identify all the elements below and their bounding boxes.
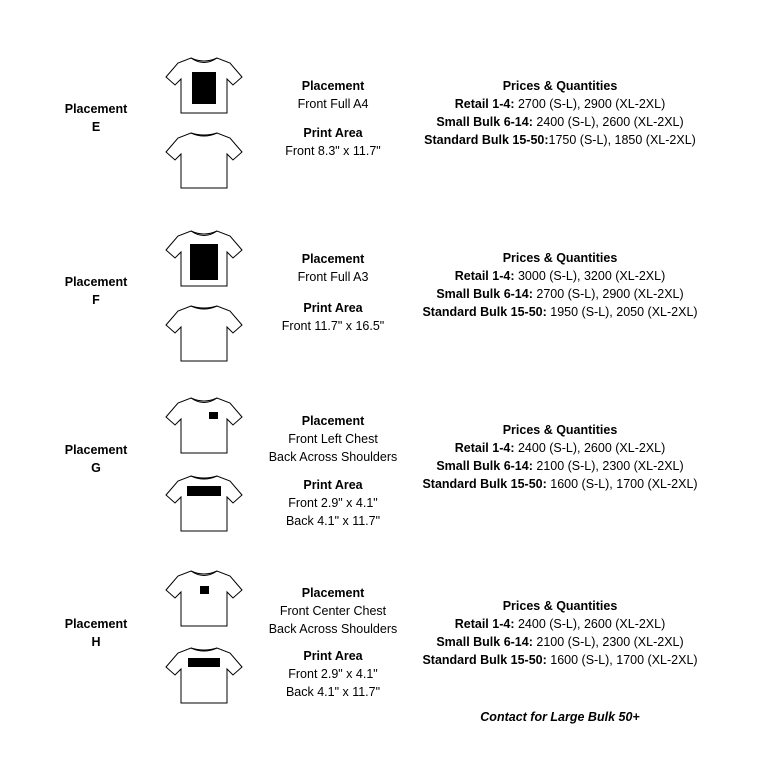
print-area-heading: Print Area	[303, 301, 363, 315]
tshirt-back-icon	[165, 303, 243, 363]
tier-name: Standard Bulk 15-50:	[422, 477, 547, 491]
tier-value: 1600 (S-L), 1700 (XL-2XL)	[546, 653, 698, 667]
placement-line: Front Center Chest	[279, 604, 387, 618]
print-area-line: Front 2.9" x 4.1"	[288, 667, 378, 681]
placement-label-letter: H	[91, 635, 101, 649]
placement-label	[48, 273, 144, 309]
tier-name: Standard Bulk 15-50:	[424, 133, 549, 147]
tier-name: Small Bulk 6-14:	[436, 635, 533, 649]
placement-label-word: Placement	[64, 275, 128, 289]
price-tier-row	[400, 475, 720, 493]
placement-label-word: Placement	[64, 617, 128, 631]
placement-label-word: Placement	[64, 443, 128, 457]
price-tier-row	[400, 615, 720, 633]
prices-block	[400, 249, 720, 321]
placement-info	[254, 584, 412, 701]
placement-label-word: Placement	[64, 102, 128, 116]
tier-name: Retail 1-4:	[454, 269, 515, 283]
placement-line: Front Full A4	[297, 97, 369, 111]
price-tier-row	[400, 439, 720, 457]
placement-line: Back Across Shoulders	[268, 450, 398, 464]
tier-value: 3000 (S-L), 3200 (XL-2XL)	[514, 269, 666, 283]
placement-info	[254, 412, 412, 530]
placement-info	[254, 250, 412, 335]
tier-value: 2400 (S-L), 2600 (XL-2XL)	[514, 617, 666, 631]
tier-value: 1750 (S-L), 1850 (XL-2XL)	[548, 133, 696, 147]
tier-value: 2100 (S-L), 2300 (XL-2XL)	[532, 459, 684, 473]
tier-name: Retail 1-4:	[454, 617, 515, 631]
tier-value: 2100 (S-L), 2300 (XL-2XL)	[532, 635, 684, 649]
placement-label-letter: F	[92, 293, 100, 307]
price-tier-row	[400, 267, 720, 285]
tier-value: 2400 (S-L), 2600 (XL-2XL)	[532, 115, 684, 129]
placement-heading: Placement	[301, 252, 365, 266]
price-tier-row	[400, 285, 720, 303]
placement-heading: Placement	[301, 79, 365, 93]
print-area-line: Front 2.9" x 4.1"	[288, 496, 378, 510]
price-tier-row	[400, 457, 720, 475]
print-area-line: Back 4.1" x 11.7"	[285, 685, 381, 699]
prices-block	[400, 421, 720, 493]
tier-name: Standard Bulk 15-50:	[422, 653, 547, 667]
tshirt-back-icon	[165, 645, 243, 705]
placement-label-letter: E	[91, 120, 101, 134]
print-area-line: Front 8.3" x 11.7"	[285, 144, 381, 158]
placement-line: Front Full A3	[297, 270, 369, 284]
price-tier-row	[400, 651, 720, 669]
tier-value: 2400 (S-L), 2600 (XL-2XL)	[514, 441, 666, 455]
prices-heading: Prices & Quantities	[502, 599, 618, 613]
tier-value: 2700 (S-L), 2900 (XL-2XL)	[532, 287, 684, 301]
tier-name: Small Bulk 6-14:	[436, 115, 533, 129]
price-tier-row	[400, 303, 720, 321]
prices-heading: Prices & Quantities	[502, 251, 618, 265]
tshirt-front-icon	[165, 568, 243, 628]
tier-name: Small Bulk 6-14:	[436, 287, 533, 301]
tshirt-front-icon	[165, 395, 243, 455]
placement-line: Front Left Chest	[288, 432, 378, 446]
tier-value: 2700 (S-L), 2900 (XL-2XL)	[514, 97, 666, 111]
price-tier-row	[400, 633, 720, 651]
placement-line: Back Across Shoulders	[268, 622, 398, 636]
placement-label-letter: G	[91, 461, 101, 475]
prices-heading: Prices & Quantities	[502, 79, 618, 93]
placement-heading: Placement	[301, 414, 365, 428]
placement-label	[48, 441, 144, 477]
tier-name: Retail 1-4:	[454, 441, 515, 455]
tshirt-front-icon	[165, 228, 243, 288]
placement-heading: Placement	[301, 586, 365, 600]
print-area-heading: Print Area	[303, 649, 363, 663]
print-area-heading: Print Area	[303, 478, 363, 492]
prices-heading: Prices & Quantities	[502, 423, 618, 437]
tier-name: Retail 1-4:	[454, 97, 515, 111]
print-area-heading: Print Area	[303, 126, 363, 140]
tier-name: Standard Bulk 15-50:	[422, 305, 547, 319]
tier-value: 1950 (S-L), 2050 (XL-2XL)	[546, 305, 698, 319]
placement-label	[48, 615, 144, 651]
prices-block	[400, 597, 720, 669]
tier-name: Small Bulk 6-14:	[436, 459, 533, 473]
tshirt-back-icon	[165, 473, 243, 533]
tier-value: 1600 (S-L), 1700 (XL-2XL)	[546, 477, 698, 491]
print-area-line: Front 11.7" x 16.5"	[281, 319, 385, 333]
contact-note: Contact for Large Bulk 50+	[480, 710, 640, 724]
print-area-line: Back 4.1" x 11.7"	[285, 514, 381, 528]
